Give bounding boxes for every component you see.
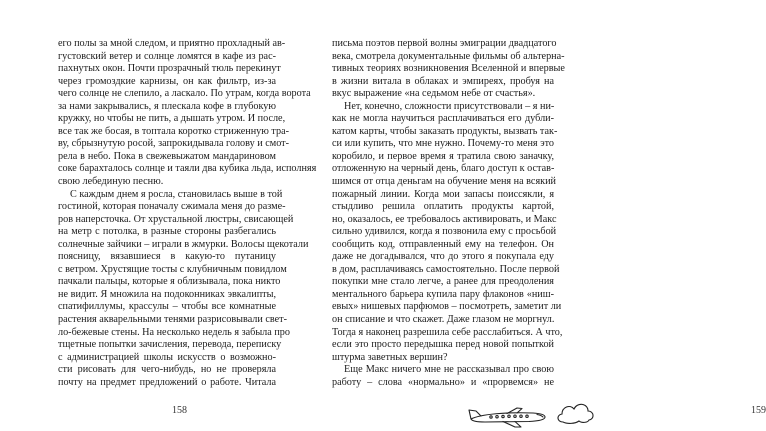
text-line: густовский ветер и солнце ломятся в кафе из рас- [58, 50, 276, 62]
left-page-text [58, 38, 317, 389]
text-line: солнечные зайчики – играли в жмурки. Волосы щекотали [58, 238, 309, 250]
text-line: соке барахталось солнце и таяли два кубика льда, исполняя [58, 163, 317, 175]
text-line: через громоздкие карнизы, он как фильтр, из-за [58, 75, 276, 87]
text-line: чего солнце не слепило, а ласкало. По утрам, когда ворота [58, 88, 311, 100]
text-line: его полы за мной следом, и приятно прохладный ав- [58, 38, 286, 49]
text-line: поясницу, вязавшиеся в какую-то путаницу [58, 251, 276, 263]
text-line: сти рисовать для чего-нибудь, но не проверяла [58, 364, 276, 376]
text-line: в дом, расплачиваясь самостоятельно. После первой [332, 263, 560, 275]
text-line: он списание и что скажет. Даже глазом не моргнул. [332, 314, 555, 326]
text-line: Тогда я наконец разрешила себе расслабиться. А что, [332, 326, 563, 338]
text-line: на метр с потолка, в разные стороны разбегались [58, 226, 276, 238]
text-line: работу – слова «нормально» и «прорвемся» не [332, 376, 554, 388]
text-line: кружку, но чтобы не пить, а дышать утром. И после, [58, 113, 286, 125]
text-line: тивных теориях возникновения Вселенной и впервые [332, 63, 565, 75]
text-line: стыдливо решила оплатить продукты картой, [332, 201, 554, 213]
text-line: ву, сбрызнутую росой, запрокидывала голову и смот- [58, 138, 289, 150]
text-line: свою лебединую песню. [58, 176, 164, 188]
text-line: си или купить, что мне нужно. Почему-то меня это [332, 138, 554, 150]
text-line: как не могла научиться расплачиваться его дубли- [332, 113, 554, 125]
text-line: если это просто передышка перед новой попыткой [332, 339, 554, 351]
text-line: С каждым днем я росла, становилась выше в той [70, 188, 283, 200]
page-number: 159 [751, 405, 766, 416]
text-line: ло-бежевые стены. На несколько недель я забыла про [58, 326, 290, 338]
text-line: пахнутых окон. Почти прозрачный тюль перекинут [58, 63, 281, 75]
text-line: катом карты, чтобы заказать продукты, вызвать так- [332, 125, 558, 137]
text-line: ментального барьера купила пару флаконов «ниш- [332, 288, 554, 300]
text-line: Нет, конечно, сложности присутствовали – я ни- [344, 100, 555, 112]
text-line: растения акварельными тенями разрисовывали свет- [58, 314, 288, 326]
text-line: шимся от отца деньгам на обучение меня на всякий [332, 176, 556, 188]
text-line: спатифиллумы, крассулы – чтобы все комнатные [58, 301, 276, 313]
right-page-text [332, 38, 565, 389]
text-line: даже не догадывался, что до этого я покупала еду [332, 251, 554, 263]
airplane-icon [469, 408, 545, 427]
text-line: коробило, и первое время я тратила свою заначку, [332, 150, 554, 162]
text-line: не видит. Я множила на подоконниках эвкалипты, [58, 288, 276, 300]
text-line: почту на предмет предложений о работе. Читала [58, 376, 276, 388]
text-line: гостиной, которая поначалу сжимала меня до разме- [58, 201, 286, 213]
text-line: рела в небо. Пока в свежевыжатом мандариновом [58, 150, 276, 162]
left-page [0, 0, 317, 431]
text-line: с администрацией школы искусств о возможно- [58, 351, 276, 363]
text-line: пожарный линии. Когда мои запасы поиссякли, я [332, 188, 554, 200]
text-line: покупки мне стало легче, а ранее для преодоления [332, 276, 554, 288]
text-line: все так же босая, в топтала коротко стриженную тра- [58, 125, 289, 137]
text-line: с ветром. Хрустящие тосты с клубничным повидлом [58, 263, 287, 275]
text-line: пачкали пальцы, которые я облизывала, пока никто [58, 276, 281, 288]
text-line: евых» нишевых парфюмов – посмотреть, заметит ли [332, 301, 562, 313]
text-line: сообщить код, отправленный ему на телефон. Он [332, 238, 554, 250]
text-line: отложенную на черный день, благо доступ к остав- [332, 163, 555, 175]
text-line: века, смотрела документальные фильмы об альтерна- [332, 50, 565, 62]
text-line: штурма заветных вершин? [332, 351, 448, 363]
text-line: в жизни витала в облаках и эмпиреях, пробуя на [332, 75, 554, 87]
text-line: но, оказалось, ее требовалось активировать, и Макс [332, 213, 557, 225]
cloud-icon [558, 404, 593, 423]
text-line: письма поэтов первой волны эмиграции двадцатого [332, 38, 557, 49]
text-line: ров наперсточка. От хрустальной люстры, свисающей [58, 213, 294, 225]
airplane-and-cloud-doodle-icon [467, 392, 597, 428]
text-line: вкус выражение «на седьмом небе от счастья». [332, 88, 536, 100]
text-line: Еще Макс ничего мне не рассказывал про свою [344, 364, 554, 376]
text-line: тщетные попытки зачисления, перевода, переписку [58, 339, 282, 351]
text-line: за нами закрывались, я плескала кофе в глубокую [58, 100, 276, 112]
page-number: 158 [172, 405, 187, 416]
text-line: сильно удивился, когда я позвонила ему с просьбой [332, 226, 557, 238]
